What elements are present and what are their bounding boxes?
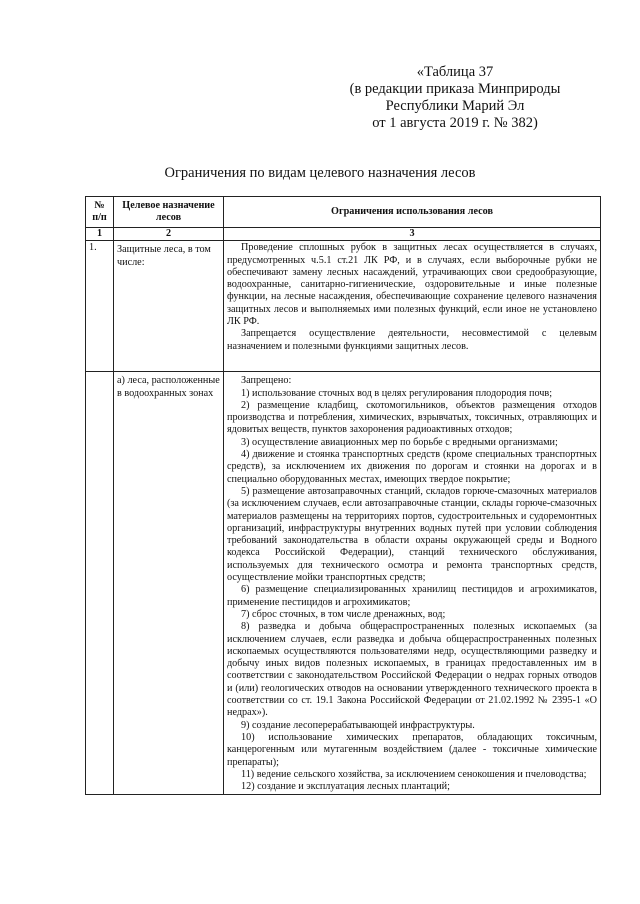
restrictions-cell xyxy=(224,241,601,372)
header-line-republic: Республики Марий Эл xyxy=(385,98,525,114)
restriction-paragraph: Запрещается осуществление деятельности, несовместимой с целевым назначением и полезными функциями защитных лесов. xyxy=(227,328,597,352)
page-title: Ограничения по видам целевого назначения лесов xyxy=(164,165,476,181)
col-number-1: 1 xyxy=(86,228,114,241)
restriction-item: 3) осуществление авиационных мер по борьбе с вредными организмами; xyxy=(241,436,558,448)
col-header-purpose: Целевое назначение лесов xyxy=(114,197,224,228)
restriction-item: 5) размещение автозаправочных станций, складов горюче-смазочных материалов (за исключением случаев, если автозаправочные станции, склады горюче-смазочных материалов размещены на территориях портов, судостроительных и судоремонтных организаций, инфраструктуры внутренних водных путей при условии соблюдения требований законодательства в области охраны окружающей среды и Водного кодекса Российской Федерации), станций технического обслуживания, используемых для технического осмотра и ремонта транспортных средств, осуществление мойки транспортных средств; xyxy=(227,485,597,584)
table-row xyxy=(86,372,601,795)
restriction-item: 10) использование химических препаратов, обладающих токсичным, канцерогенным или мутагенным воздействием (далее - токсичные химические препараты); xyxy=(227,731,597,768)
table-header-row xyxy=(86,197,601,228)
restriction-item: 9) создание лесоперерабатывающей инфраструктуры. xyxy=(241,719,475,731)
restriction-item: 6) размещение специализированных хранилищ пестицидов и агрохимикатов, применение пестицидов и агрохимикатов; xyxy=(227,584,597,608)
header-line-table-number: «Таблица 37 xyxy=(416,64,494,80)
header-line-order: (в редакции приказа Минприроды xyxy=(349,81,561,97)
col-header-restrictions: Ограничения использования лесов xyxy=(224,197,601,228)
forest-purpose: а) леса, расположенные в водоохранных зонах xyxy=(114,372,224,795)
col-header-number: № п/п xyxy=(86,197,114,228)
col-number-3: 3 xyxy=(224,228,601,241)
row-number: 1. xyxy=(86,241,114,372)
row-number xyxy=(86,372,114,795)
restriction-item: 8) разведка и добыча общераспространенных полезных ископаемых (за исключением случаев, если разведка и добыча общераспространенных полезных ископаемых осуществляются пользователями недр, осуществляющими разведку и добычу иных видов полезных ископаемых, в границах предоставленных им в соответствии с законодательством Российской Федерации о недрах горных отводов и (или) геологических отводов на основании утвержденного технического проекта в соответствии со ст. 19.1 Закона Российской Федерации от 21.02.1992 № 2395-1 «О недрах»). xyxy=(227,621,597,719)
restriction-paragraph: Проведение сплошных рубок в защитных лесах осуществляется в случаях, предусмотренных ч.5.1 ст.21 ЛК РФ, и в случаях, если выборочные рубки не обеспечивают замену лесных насаждений, утрачивающих свои средообразующие, водоохранные, санитарно-гигиенические, оздоровительные и иные полезные функции, на лесные насаждения, обеспечивающие сохранение целевого назначения защитных лесов и выполняемых ими полезных функций, если иное не установлено ЛК РФ. xyxy=(227,242,597,328)
table-column-numbers-row xyxy=(86,228,601,241)
restriction-item: 2) размещение кладбищ, скотомогильников, объектов размещения отходов производства и потребления, химических, взрывчатых, токсичных, отравляющих и ядовитых веществ, пунктов захоронения радиоактивных отходов; xyxy=(227,399,597,436)
restriction-item: 11) ведение сельского хозяйства, за исключением сенокошения и пчеловодства; xyxy=(241,768,587,780)
table-row xyxy=(86,241,601,372)
header-line-date: от 1 августа 2019 г. № 382) xyxy=(372,115,538,131)
restriction-item: 1) использование сточных вод в целях регулирования плодородия почв; xyxy=(241,387,553,399)
col-number-2: 2 xyxy=(114,228,224,241)
restrictions-table xyxy=(85,196,601,795)
restrictions-cell xyxy=(224,372,601,795)
forest-purpose: Защитные леса, в том числе: xyxy=(114,241,224,372)
amendment-header xyxy=(330,64,580,132)
restriction-item: 7) сброс сточных, в том числе дренажных, вод; xyxy=(241,608,446,620)
restriction-item: 12) создание и эксплуатация лесных плантаций; xyxy=(241,781,450,793)
restriction-item: 4) движение и стоянка транспортных средств (кроме специальных транспортных средств), за исключением их движения по дорогам и стоянки на дорогах и в специально оборудованных местах, имеющих твердое покрытие; xyxy=(227,449,597,485)
restriction-paragraph: Запрещено: xyxy=(241,375,292,387)
